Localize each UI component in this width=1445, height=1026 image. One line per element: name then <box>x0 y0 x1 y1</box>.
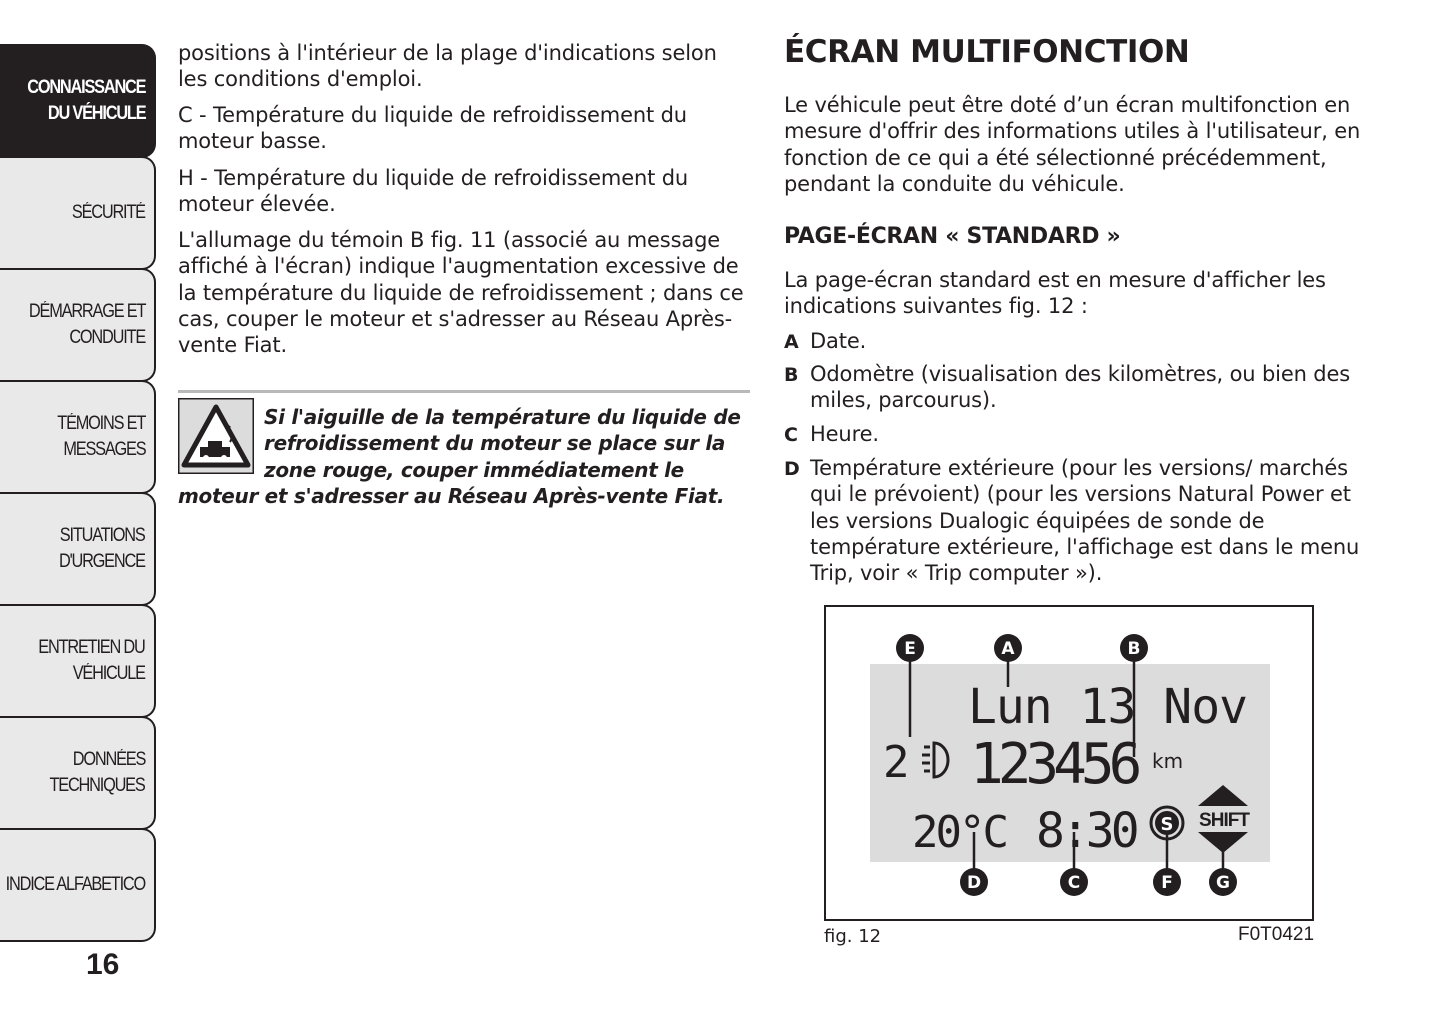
callout-c-label: C <box>1067 873 1081 893</box>
callout-g-label: G <box>1216 873 1230 893</box>
tab-indice-alfabetico[interactable] <box>0 828 156 942</box>
shift-label: SHIFT <box>1199 810 1249 831</box>
list-item-text: Température extérieure (pour les versions/ marchés qui le prévoient) (pour les versions Natural Power et les versions Dualogic équipées de sonde de température extérieure, l'affichage est dans le menu Trip, voir « Trip computer »). <box>810 456 1360 586</box>
section-divider <box>178 390 750 393</box>
warning-text-content: Si l'aiguille de la température du liquide de refroidissement du moteur se place sur la zone rouge, couper immédiatement le moteur et s'adresser au Réseau Après-vente Fiat. <box>178 405 741 508</box>
callout-c <box>1060 868 1088 896</box>
display-date: Lun 13 Nov <box>968 679 1247 735</box>
start-stop-letter: S <box>1160 814 1174 835</box>
callout-f <box>1153 868 1181 896</box>
list-item <box>784 328 1384 354</box>
tab-label-line1: CONNAISSANCE <box>26 77 145 98</box>
standard-intro-paragraph: La page-écran standard est en mesure d'afficher les indications suivantes fig. 12 : <box>784 268 1326 319</box>
tab-donnees-techniques[interactable] <box>0 716 156 830</box>
tab-label-line1: TÉMOINS ET <box>57 413 145 434</box>
figure-code: F0T0421 <box>1238 924 1315 945</box>
tab-label-line1: DÉMARRAGE ET <box>28 301 145 322</box>
list-item <box>784 421 1384 447</box>
list-item <box>784 455 1384 586</box>
callout-a <box>994 634 1022 662</box>
figure-12 <box>824 605 1314 921</box>
display-odometer-unit: km <box>1152 749 1184 773</box>
callout-b <box>1120 634 1148 662</box>
intro-paragraph: Le véhicule peut être doté d’un écran multifonction en mesure d'offrir des informations utiles à l'utilisateur, en fonction de ce qui a été sélectionné précédemment, pendant la conduite du véhicule. <box>784 93 1361 196</box>
display-time: 8:30 <box>1036 803 1136 859</box>
display-odometer: 123456 <box>970 732 1137 797</box>
list-item-label: B <box>784 364 799 386</box>
callout-a-label: A <box>1001 639 1015 659</box>
page-number: 16 <box>86 948 120 981</box>
list-item-text: Heure. <box>810 422 879 446</box>
callout-g <box>1209 868 1237 896</box>
tab-label-line2: MESSAGES <box>62 439 145 460</box>
multifunction-display-diagram <box>826 607 1312 919</box>
callout-e <box>896 634 924 662</box>
list-item-text: Odomètre (visualisation des kilomètres, ou bien des miles, parcourus). <box>810 362 1351 413</box>
tab-label-line2: TECHNIQUES <box>49 775 145 796</box>
callout-b-label: B <box>1127 639 1141 659</box>
tab-label-line1: SÉCURITÉ <box>72 202 145 223</box>
tab-connaissance-du-vehicule[interactable] <box>0 44 156 158</box>
paragraph-c-basse: C - Température du liquide de refroidissement du moteur basse. <box>178 103 687 154</box>
paragraph-temoin-b: L'allumage du témoin B fig. 11 (associé au message affiché à l'écran) indique l'augmentation excessive de la température du liquide de refroidissement ; dans ce cas, couper le moteur et s'adresser au Réseau Après-vente Fiat. <box>178 228 744 358</box>
tab-entretien-du-vehicule[interactable] <box>0 604 156 718</box>
callout-d <box>960 868 988 896</box>
tab-demarrage-et-conduite[interactable] <box>0 268 156 382</box>
tab-situations-d-urgence[interactable] <box>0 492 156 606</box>
subsection-title: PAGE-ÉCRAN « STANDARD » <box>784 224 1121 249</box>
list-item-label: A <box>784 331 799 353</box>
tab-label-line2: CONDUITE <box>69 327 145 348</box>
section-title: ÉCRAN MULTIFONCTION <box>784 34 1190 70</box>
tab-label-line1: SITUATIONS <box>60 525 145 546</box>
callout-d-label: D <box>966 873 982 893</box>
list-item <box>784 361 1384 414</box>
warning-text <box>178 404 753 509</box>
list-item-label: C <box>784 424 798 446</box>
callout-f-label: F <box>1161 873 1173 893</box>
tab-label-line2: VÉHICULE <box>72 663 145 684</box>
tab-securite[interactable] <box>0 156 156 270</box>
tab-label-line1: ENTRETIEN DU <box>38 637 145 658</box>
figure-caption: fig. 12 <box>824 926 882 947</box>
paragraph-plage: positions à l'intérieur de la plage d'indications selon les conditions d'emploi. <box>178 41 717 92</box>
list-item-label: D <box>784 458 800 480</box>
tab-label-line1: DONNÉES <box>72 749 145 770</box>
tab-label-line2: DU VÉHICULE <box>47 103 145 124</box>
display-gear-level: 2 <box>883 737 910 788</box>
tab-temoins-et-messages[interactable] <box>0 380 156 494</box>
list-item-text: Date. <box>810 329 867 353</box>
tab-label-line1: INDICE ALFABETICO <box>5 874 145 895</box>
callout-e-label: E <box>904 639 916 659</box>
tab-label-line2: D'URGENCE <box>59 551 145 572</box>
start-stop-icon <box>1151 807 1183 839</box>
paragraph-h-elevee: H - Température du liquide de refroidissement du moteur élevée. <box>178 166 689 217</box>
display-temperature: 20°C <box>912 807 1006 858</box>
